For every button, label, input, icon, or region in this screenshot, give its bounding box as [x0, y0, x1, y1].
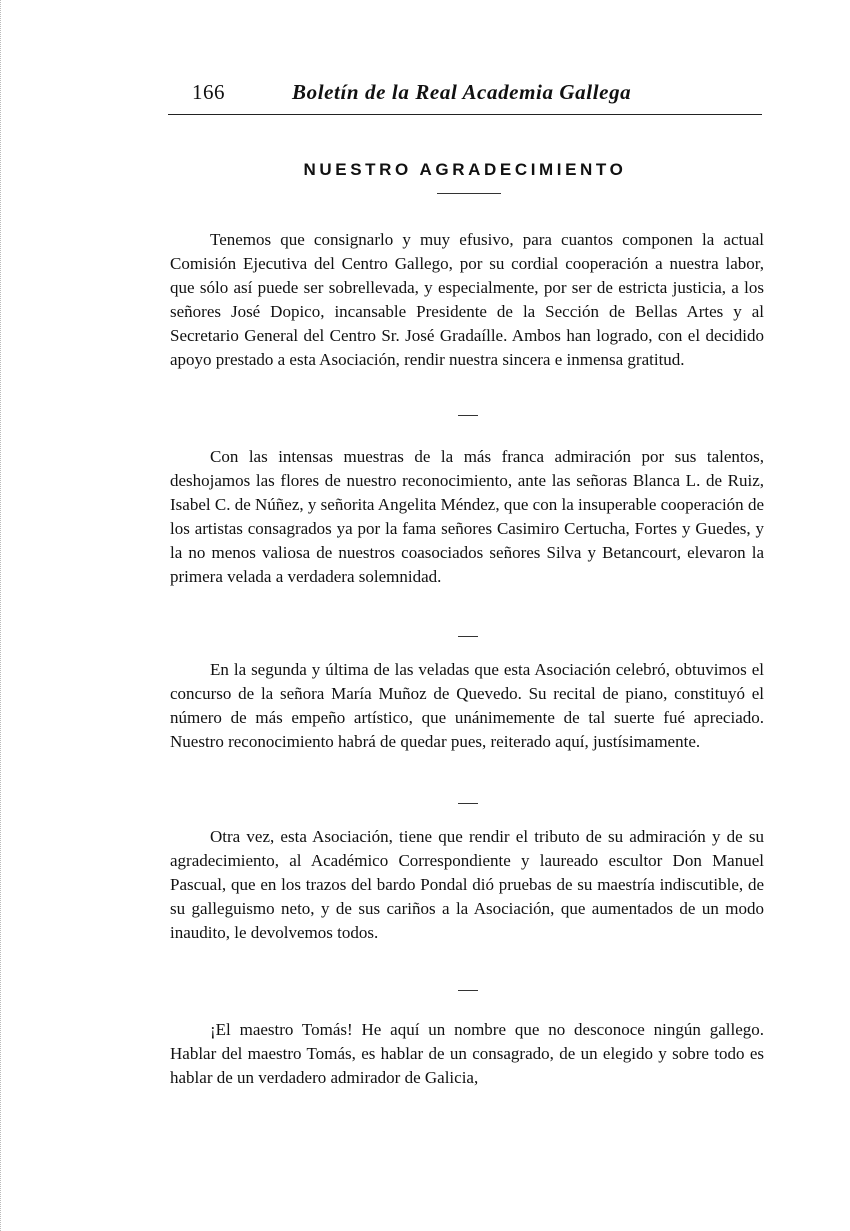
- section-separator: [458, 803, 478, 804]
- section-separator: [458, 636, 478, 637]
- scan-margin: [0, 0, 13, 1231]
- paragraph-3: En la segunda y última de las veladas que esta Asociación celebró, obtuvimos el concurso de la señora María Muñoz de Quevedo. Su recital de piano, constituyó el número de más empeño artístico, que unánimemente de tal suerte fué apreciado. Nuestro reconocimiento habrá de quedar pues, reiterado aquí, justísimamente.: [170, 660, 764, 751]
- page-number: 166: [192, 80, 225, 104]
- paragraph-4: Otra vez, esta Asociación, tiene que rendir el tributo de su admiración y de su agradecimiento, al Académico Correspondiente y laureado escultor Don Manuel Pascual, que en los trazos del bardo Pondal dió pruebas de su maestría indiscutible, de su galleguismo neto, y de sus cariños a la Asociación, que aumentados de un modo inaudito, le devolvemos todos.: [170, 827, 764, 942]
- paragraph-2: Con las intensas muestras de la más franca admiración por sus talentos, deshojamos las flores de nuestro reconocimiento, ante las señoras Blanca L. de Ruiz, Isabel C. de Núñez, y señorita Angelita Méndez, que con la insuperable cooperación de los artistas consagrados ya por la fama señores Casimiro Certucha, Fortes y Guedes, y la no menos valiosa de nuestros coasociados señores Silva y Betancourt, elevaron la primera velada a verdadera solemnidad.: [170, 447, 764, 586]
- paragraph-5: ¡El maestro Tomás! He aquí un nombre que no desconoce ningún gallego. Hablar del maestro Tomás, es hablar de un consagrado, de un elegido y sobre todo es hablar de un verdadero admirador de Galicia,: [170, 1020, 764, 1087]
- running-head: Boletín de la Real Academia Gallega: [292, 80, 632, 104]
- article-title: NUESTRO AGRADECIMIENTO: [303, 160, 627, 179]
- section-separator: [458, 990, 478, 991]
- paragraph-1: Tenemos que consignarlo y muy efusivo, para cuantos componen la actual Comisión Ejecutiva del Centro Gallego, por su cordial cooperación a nuestra labor, que sólo así puede ser sobrellevada, y especialmente, por ser de estricta justicia, a los señores José Dopico, incansable Presidente de la Sección de Bellas Artes y al Secretario General del Centro Sr. José Gradaílle. Ambos han logrado, con el decidido apoyo prestado a esta Asociación, rendir nuestra sincera e inmensa gratitud.: [170, 230, 764, 369]
- title-rule: [437, 193, 501, 194]
- page-header: [168, 80, 762, 115]
- section-separator: [458, 415, 478, 416]
